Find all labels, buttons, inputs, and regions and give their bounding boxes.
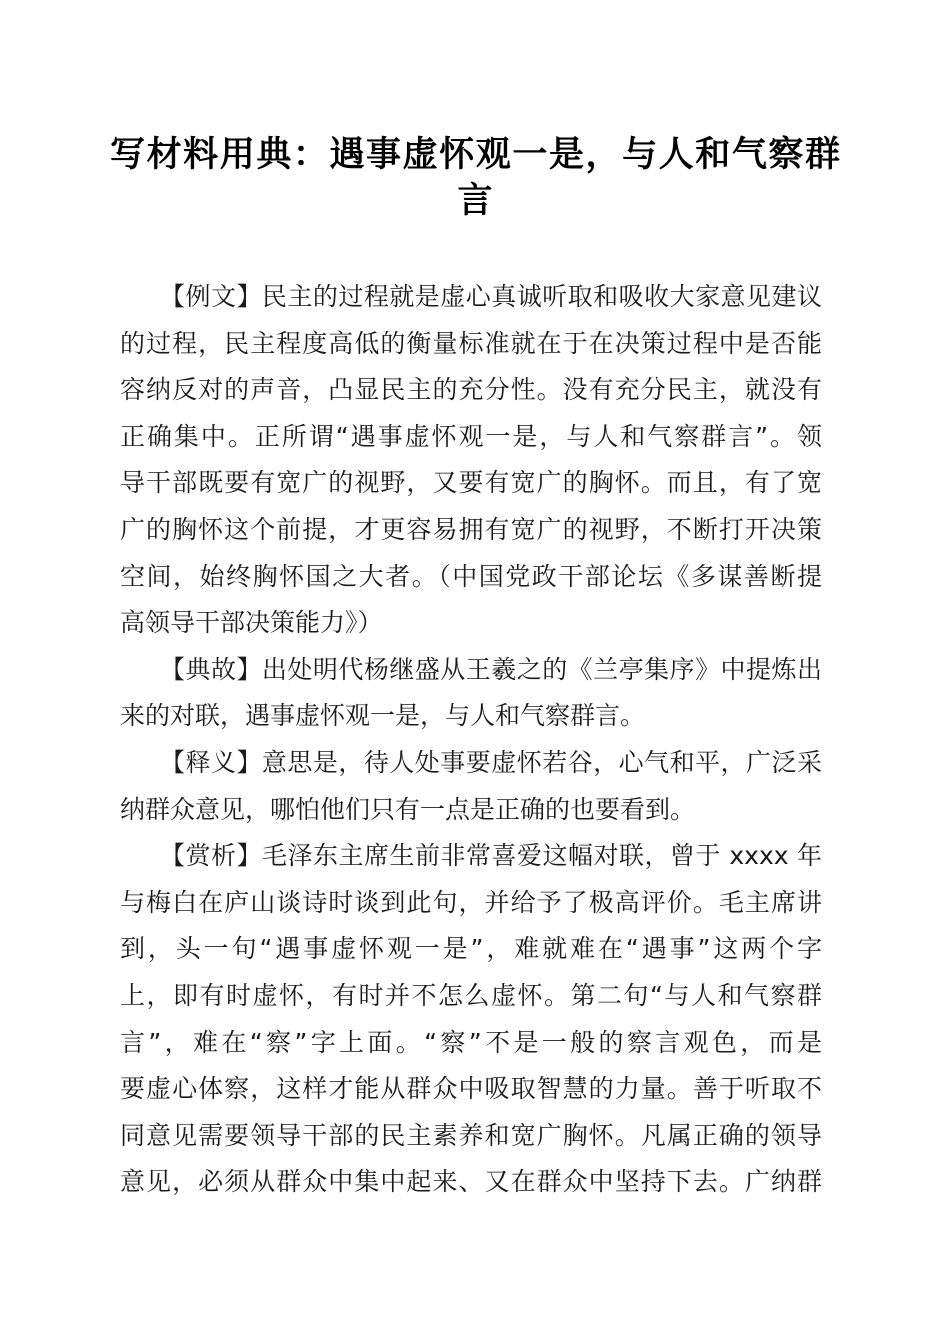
text-line: 来的对联，遇事虚怀观一是，与人和气察群言。 [120, 701, 646, 731]
text-line: 空间，始终胸怀国之大者。（中国党政干部论坛《多谋善断提 [120, 561, 822, 591]
text-line: 言”，难在“察”字上面。“察”不是一般的察言观色，而是 [120, 1027, 822, 1057]
text-line: 要虚心体察，这样才能从群众中吸取智慧的力量。善于听取不 [120, 1074, 822, 1104]
text-line: 到，头一句“遇事虚怀观一是”，难就难在“遇事”这两个字 [120, 934, 822, 964]
text-line: 同意见需要领导干部的民主素养和宽广胸怀。凡属正确的领导 [120, 1120, 822, 1150]
paragraph [120, 274, 822, 647]
text-line: 高领导干部决策能力》） [120, 608, 383, 638]
text-line: 上，即有时虚怀，有时并不怎么虚怀。第二句“与人和气察群 [120, 980, 822, 1010]
text-line: 纳群众意见，哪怕他们只有一点是正确的也要看到。 [120, 794, 696, 824]
document-body [120, 274, 822, 1206]
text-line: 意见，必须从群众中集中起来、又在群众中坚持下去。广纳群 [120, 1167, 822, 1197]
text-line: 【释义】意思是，待人处事要虚怀若谷，心气和平，广泛采 [160, 747, 822, 777]
paragraph [120, 740, 822, 833]
text-line: 广的胸怀这个前提，才更容易拥有宽广的视野，不断打开决策 [120, 514, 822, 544]
text-line: 导干部既要有宽广的视野，又要有宽广的胸怀。而且，有了宽 [120, 468, 822, 498]
text-line: 正确集中。正所谓“遇事虚怀观一是，与人和气察群言”。领 [120, 421, 822, 451]
text-line: 的过程，民主程度高低的衡量标准就在于在决策过程中是否能 [120, 328, 822, 358]
title-line: 写材料用典：遇事虚怀观一是，与人和气察群 [110, 134, 840, 175]
text-line: 与梅白在庐山谈诗时谈到此句，并给予了极高评价。毛主席讲 [120, 887, 822, 917]
title-line: 言 [457, 180, 493, 221]
paragraph [120, 647, 822, 740]
text-line: 【赏析】毛泽东主席生前非常喜爱这幅对联，曾于 xxxx 年 [160, 841, 822, 871]
text-line: 【例文】民主的过程就是虚心真诚听取和吸收大家意见建议 [160, 282, 822, 311]
text-line: 【典故】出处明代杨继盛从王羲之的《兰亭集序》中提炼出 [160, 654, 822, 684]
document-title [110, 132, 840, 224]
text-line: 容纳反对的声音，凸显民主的充分性。没有充分民主，就没有 [120, 375, 822, 405]
paragraph [120, 833, 822, 1206]
